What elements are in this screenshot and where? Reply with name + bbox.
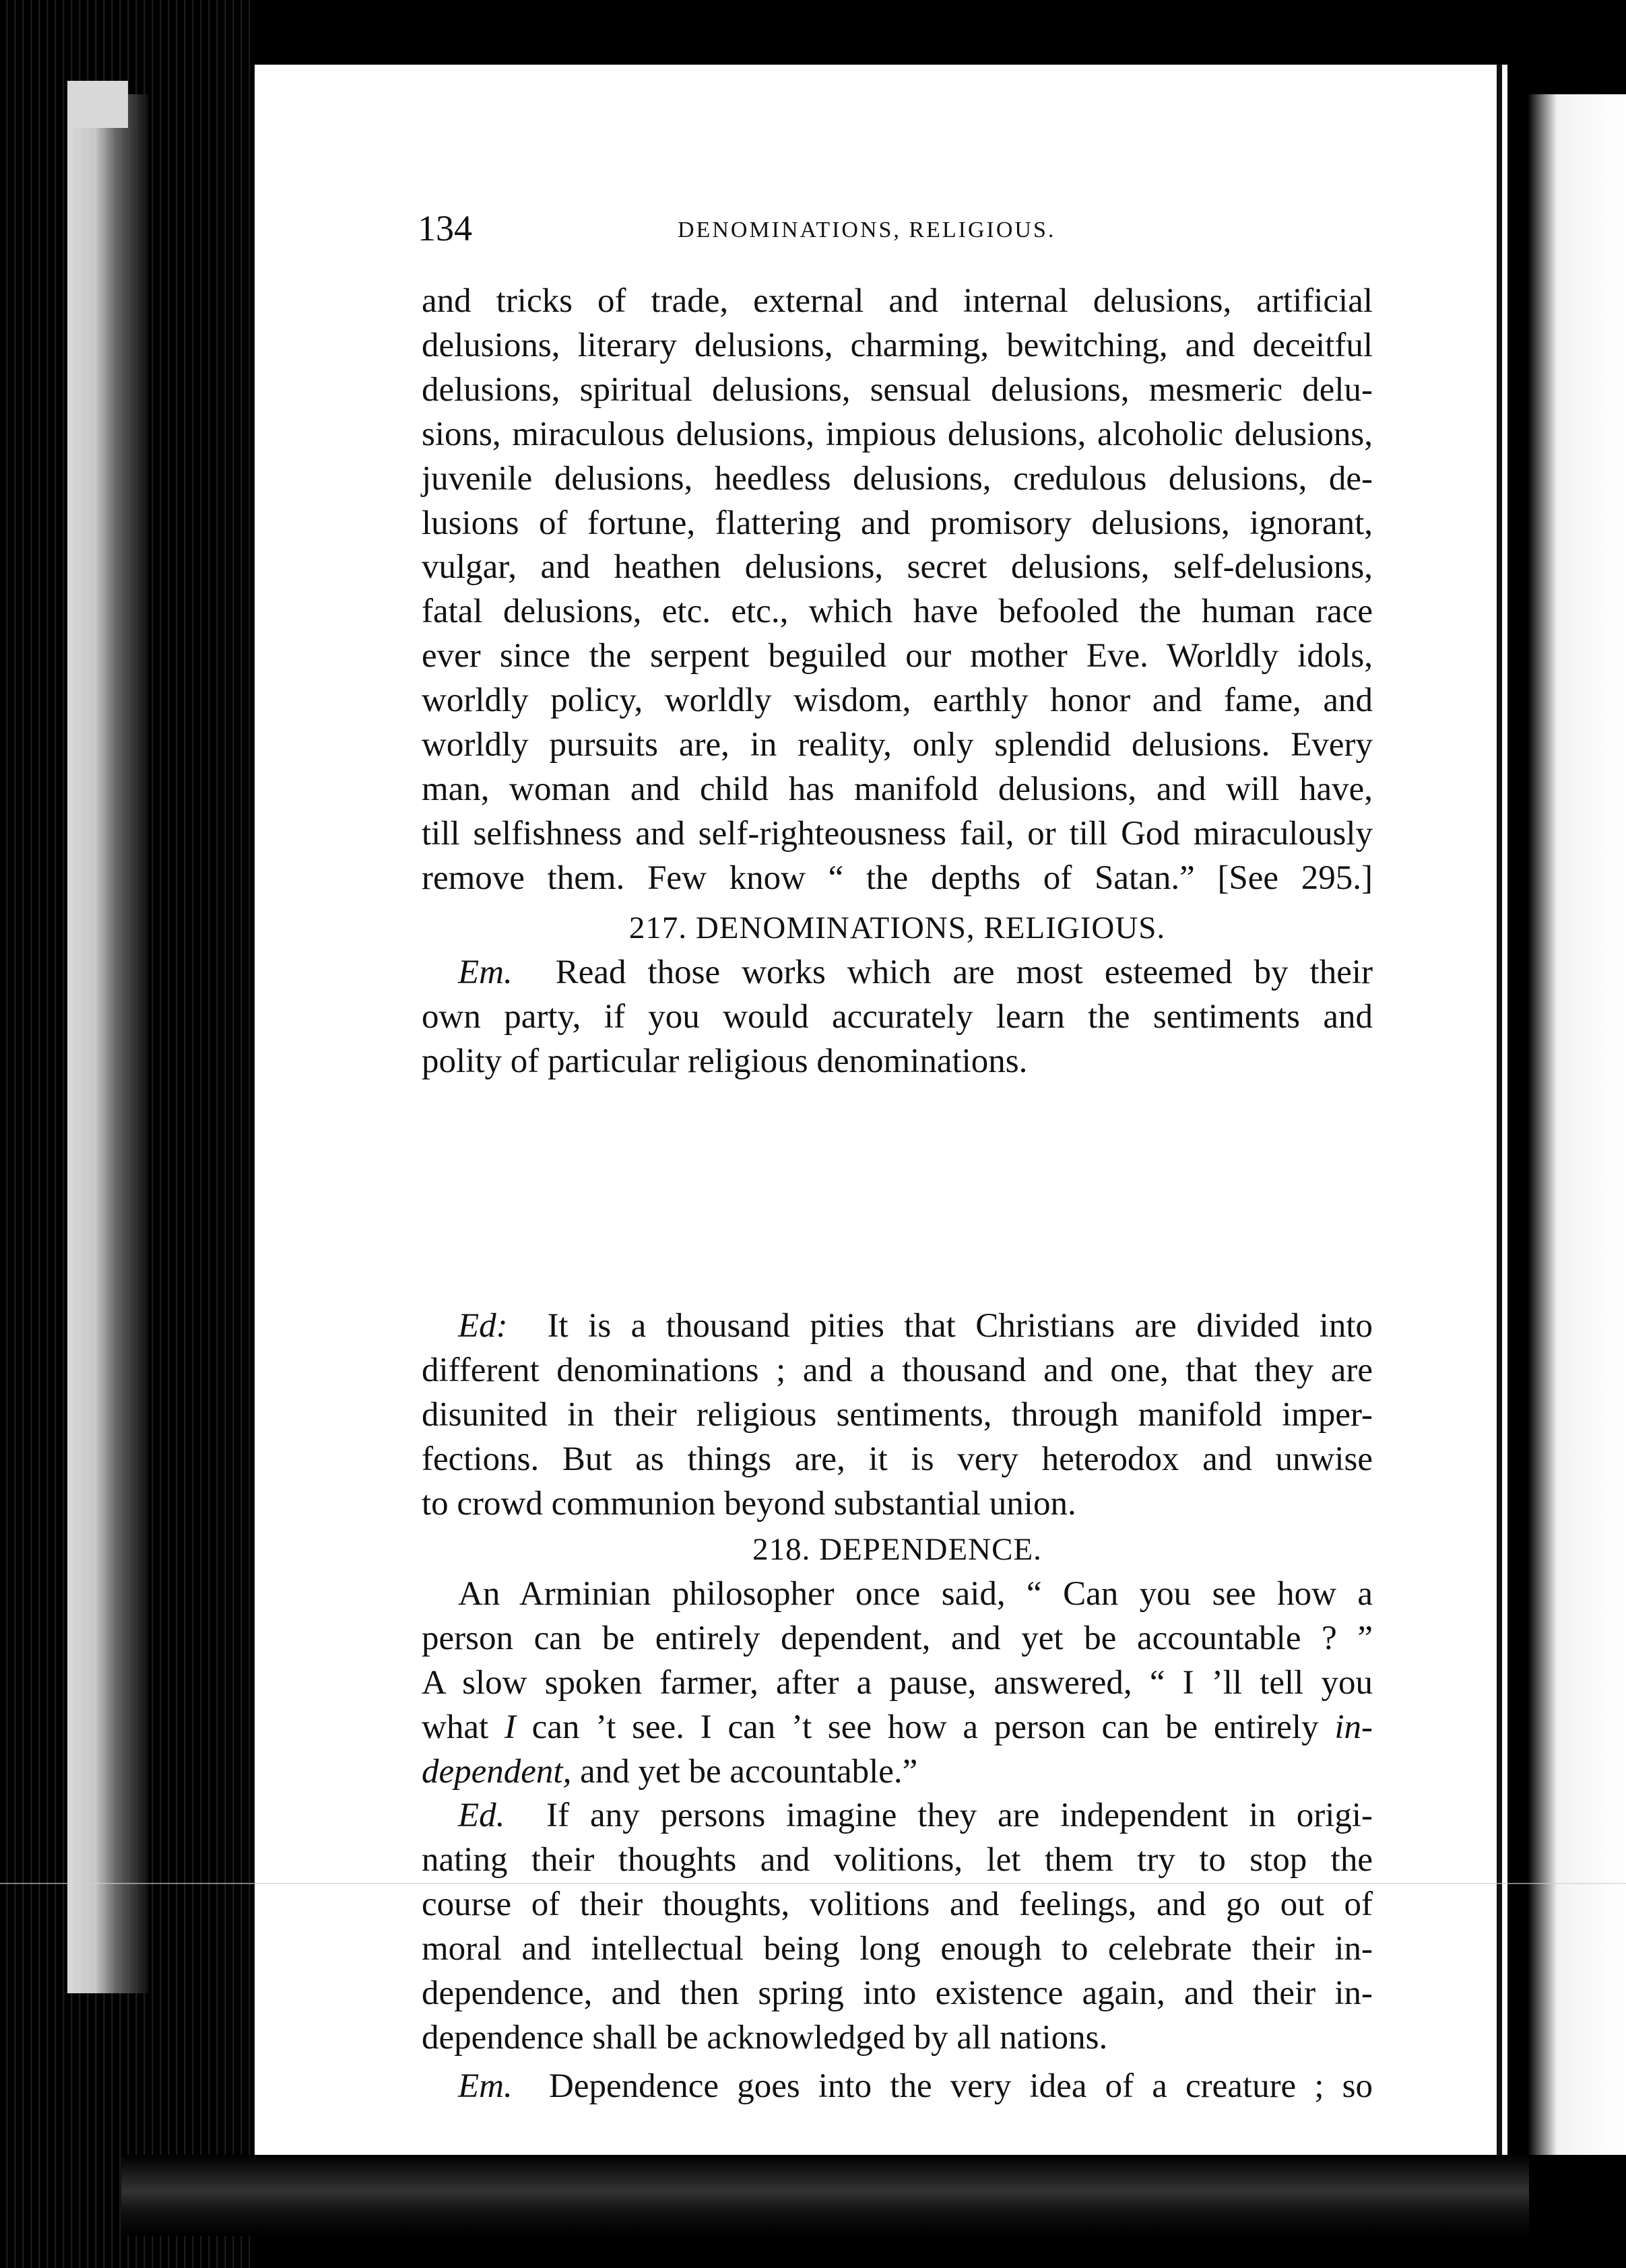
speaker-label: Em.: [458, 2067, 513, 2105]
text-line: different denominations ; and a thousand and one, that they are: [422, 1351, 1373, 1389]
text-line: polity of particular religious denominations.: [422, 1042, 1028, 1080]
text-line: juvenile delusions, heedless delusions, credulous delusions, de-: [422, 459, 1373, 498]
section-217: [422, 906, 1373, 1084]
page-bottom-shadow: [121, 2155, 1529, 2236]
text-line: and tricks of trade, external and internal delusions, artificial: [422, 282, 1373, 320]
text-line: vulgar, and heathen delusions, secret delusions, self-delusions,: [422, 548, 1373, 587]
facing-page-edge: [1528, 94, 1626, 2155]
text-line: worldly policy, worldly wisdom, earthly honor and fame, and: [422, 681, 1373, 720]
text-line: to crowd communion beyond substantial union.: [422, 1484, 1076, 1523]
binding-tab: [67, 81, 128, 128]
page-header: [418, 206, 1374, 251]
text-line: An Arminian philosopher once said, “ Can you see how a: [458, 1574, 1373, 1613]
text-line: sions, miraculous delusions, impious delusions, alcoholic delusions,: [422, 415, 1373, 453]
page-number: 134: [418, 208, 472, 248]
text-line: course of their thoughts, volitions and feelings, and go out of: [422, 1886, 1373, 1924]
text-line: dependence shall be acknowledged by all nations.: [422, 2018, 1108, 2057]
running-head: DENOMINATIONS, RELIGIOUS.: [678, 218, 1056, 242]
continuation-paragraph: [422, 279, 1373, 901]
text-line: worldly pursuits are, in reality, only splendid delusions. Every: [422, 726, 1373, 764]
text-line: what I can ’t see. I can ’t see how a person can be entirely in-: [422, 1708, 1373, 1746]
text-line: Ed: It is a thousand pities that Christians are divided into: [458, 1307, 1373, 1345]
text-line: till selfishness and self-righteousness fail, or till God miraculously: [422, 814, 1373, 853]
text-line: delusions, spiritual delusions, sensual delusions, mesmeric delu-: [422, 370, 1373, 409]
scan-artifact-line: [0, 1883, 1626, 1884]
text-line: dependent, and yet be accountable.”: [422, 1752, 918, 1791]
text-line: fections. But as things are, it is very heterodox and unwise: [422, 1440, 1373, 1478]
speaker-label: Ed:: [458, 1307, 508, 1345]
text-line: own party, if you would accurately learn the sentiments and: [422, 997, 1373, 1036]
page-edges-left: [67, 94, 148, 1993]
text-line: delusions, literary delusions, charming, bewitching, and deceitful: [422, 326, 1373, 364]
text-line: disunited in their religious sentiments, through manifold imper-: [422, 1395, 1373, 1434]
speaker-label: Em.: [458, 953, 513, 991]
text-line: dependence, and then spring into existence again, and their in-: [422, 1974, 1373, 2013]
section-218: [422, 1528, 1373, 2109]
text-line: Em. Read those works which are most esteemed by their: [458, 953, 1373, 991]
text-line: Em. Dependence goes into the very idea of a creature ; so: [458, 2067, 1373, 2105]
section-heading: 217. DENOMINATIONS, RELIGIOUS.: [628, 910, 1166, 945]
text-line: moral and intellectual being long enough to celebrate their in-: [422, 1930, 1373, 1968]
text-line: nating their thoughts and volitions, let them try to stop the: [422, 1841, 1373, 1879]
text-line: A slow spoken farmer, after a pause, answered, “ I ’ll tell you: [422, 1663, 1373, 1702]
page-gutter-line: [1497, 65, 1502, 2179]
text-line: fatal delusions, etc. etc., which have befooled the human race: [422, 593, 1373, 631]
text-line: man, woman and child has manifold delusions, and will have,: [422, 770, 1373, 808]
section-heading: 218. DEPENDENCE.: [752, 1532, 1042, 1567]
speaker-label: Ed.: [458, 1797, 505, 1835]
text-line: person can be entirely dependent, and yet be accountable ? ”: [422, 1619, 1373, 1657]
text-line: ever since the serpent beguiled our mother Eve. Worldly idols,: [422, 637, 1373, 675]
text-line: remove them. Few know “ the depths of Satan.” [See 295.]: [422, 859, 1373, 897]
text-line: lusions of fortune, flattering and promisory delusions, ignorant,: [422, 504, 1373, 542]
section-217-ed: [422, 1304, 1373, 1527]
text-line: Ed. If any persons imagine they are independent in origi-: [458, 1797, 1373, 1835]
